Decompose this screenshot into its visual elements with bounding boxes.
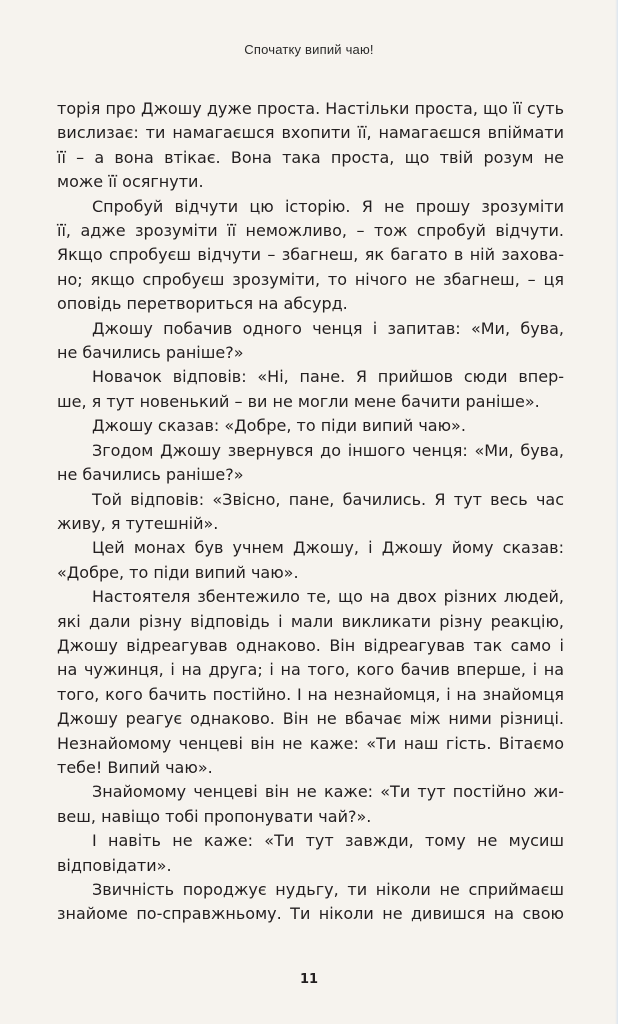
text-line: Джошу побачив одного ченця і запитав: «Ми, бува, <box>92 318 564 338</box>
text-line: Джошу реагує однаково. Він не вбачає між ними різниці. <box>57 709 564 729</box>
text-line: відповідати». <box>57 855 172 875</box>
text-line: не бачились раніше?» <box>57 343 244 363</box>
text-line: Джошу відреагував однаково. Він відреагував так само і <box>57 635 564 655</box>
text-line: на чужинця, і на друга; і на того, кого бачив вперше, і на <box>57 660 564 680</box>
text-line: живу, я тутешній». <box>57 513 219 533</box>
text-line: Незнайомому ченцеві він не каже: «Ти наш гість. Вітаємо <box>57 733 564 753</box>
page-body <box>57 97 564 927</box>
text-line: Цей монах був учнем Джошу, і Джошу йому сказав: <box>92 538 564 558</box>
text-line: її, адже зрозуміти її неможливо, – тож спробуй відчути. <box>57 221 564 241</box>
text-line: тебе! Випий чаю». <box>57 757 213 777</box>
text-line: Той відповів: «Звісно, пане, бачились. Я тут весь час <box>92 489 564 509</box>
text-line: «Добре, то піди випий чаю». <box>57 562 299 582</box>
text-line: Новачок відповів: «Ні, пане. Я прийшов сюди впер- <box>92 367 564 387</box>
text-line: Якщо спробуєш відчути – збагнеш, як багато в ній захова- <box>57 245 564 265</box>
running-head: Спочатку випий чаю! <box>244 42 374 57</box>
text-line: Спробуй відчути цю історію. Я не прошу зрозуміти <box>92 196 564 216</box>
text-line: може її осягнути. <box>57 172 204 192</box>
text-line: Настоятеля збентежило те, що на двох різних людей, <box>92 587 564 607</box>
text-line: но; якщо спробуєш зрозуміти, то нічого не збагнеш, – ця <box>57 269 564 289</box>
text-line: не бачились раніше?» <box>57 465 244 485</box>
text-line: ше, я тут новенький – ви не могли мене бачити раніше». <box>57 391 540 411</box>
text-line: її – а вона втікає. Вона така проста, що твій розум не <box>57 147 564 167</box>
text-line: веш, навіщо тобі пропонувати чай?». <box>57 806 372 826</box>
text-line: оповідь перетвориться на абсурд. <box>57 294 348 314</box>
text-line: Звичність породжує нудьгу, ти ніколи не сприймаєш <box>92 880 564 899</box>
text-line: Знайомому ченцеві він не каже: «Ти тут постійно жи- <box>92 782 564 802</box>
text-line: Згодом Джошу звернувся до іншого ченця: «Ми, бува, <box>92 440 564 460</box>
text-line: знайоме по-справжньому. Ти ніколи не дивишся на свою <box>57 904 564 924</box>
text-line: Джошу сказав: «Добре, то піди випий чаю». <box>92 416 466 436</box>
text-line: вислизає: ти намагаєшся вхопити її, намагаєшся впіймати <box>57 123 564 143</box>
text-line: І навіть не каже: «Ти тут завжди, тому не мусиш <box>92 831 564 851</box>
text-line: того, кого бачить постійно. І на незнайомця, і на знайомця <box>57 684 564 704</box>
page-number: 11 <box>299 972 319 987</box>
text-line: які дали різну відповідь і мали викликати різну реакцію, <box>57 611 564 631</box>
text-line: торія про Джошу дуже проста. Настільки проста, що її суть <box>57 99 564 118</box>
